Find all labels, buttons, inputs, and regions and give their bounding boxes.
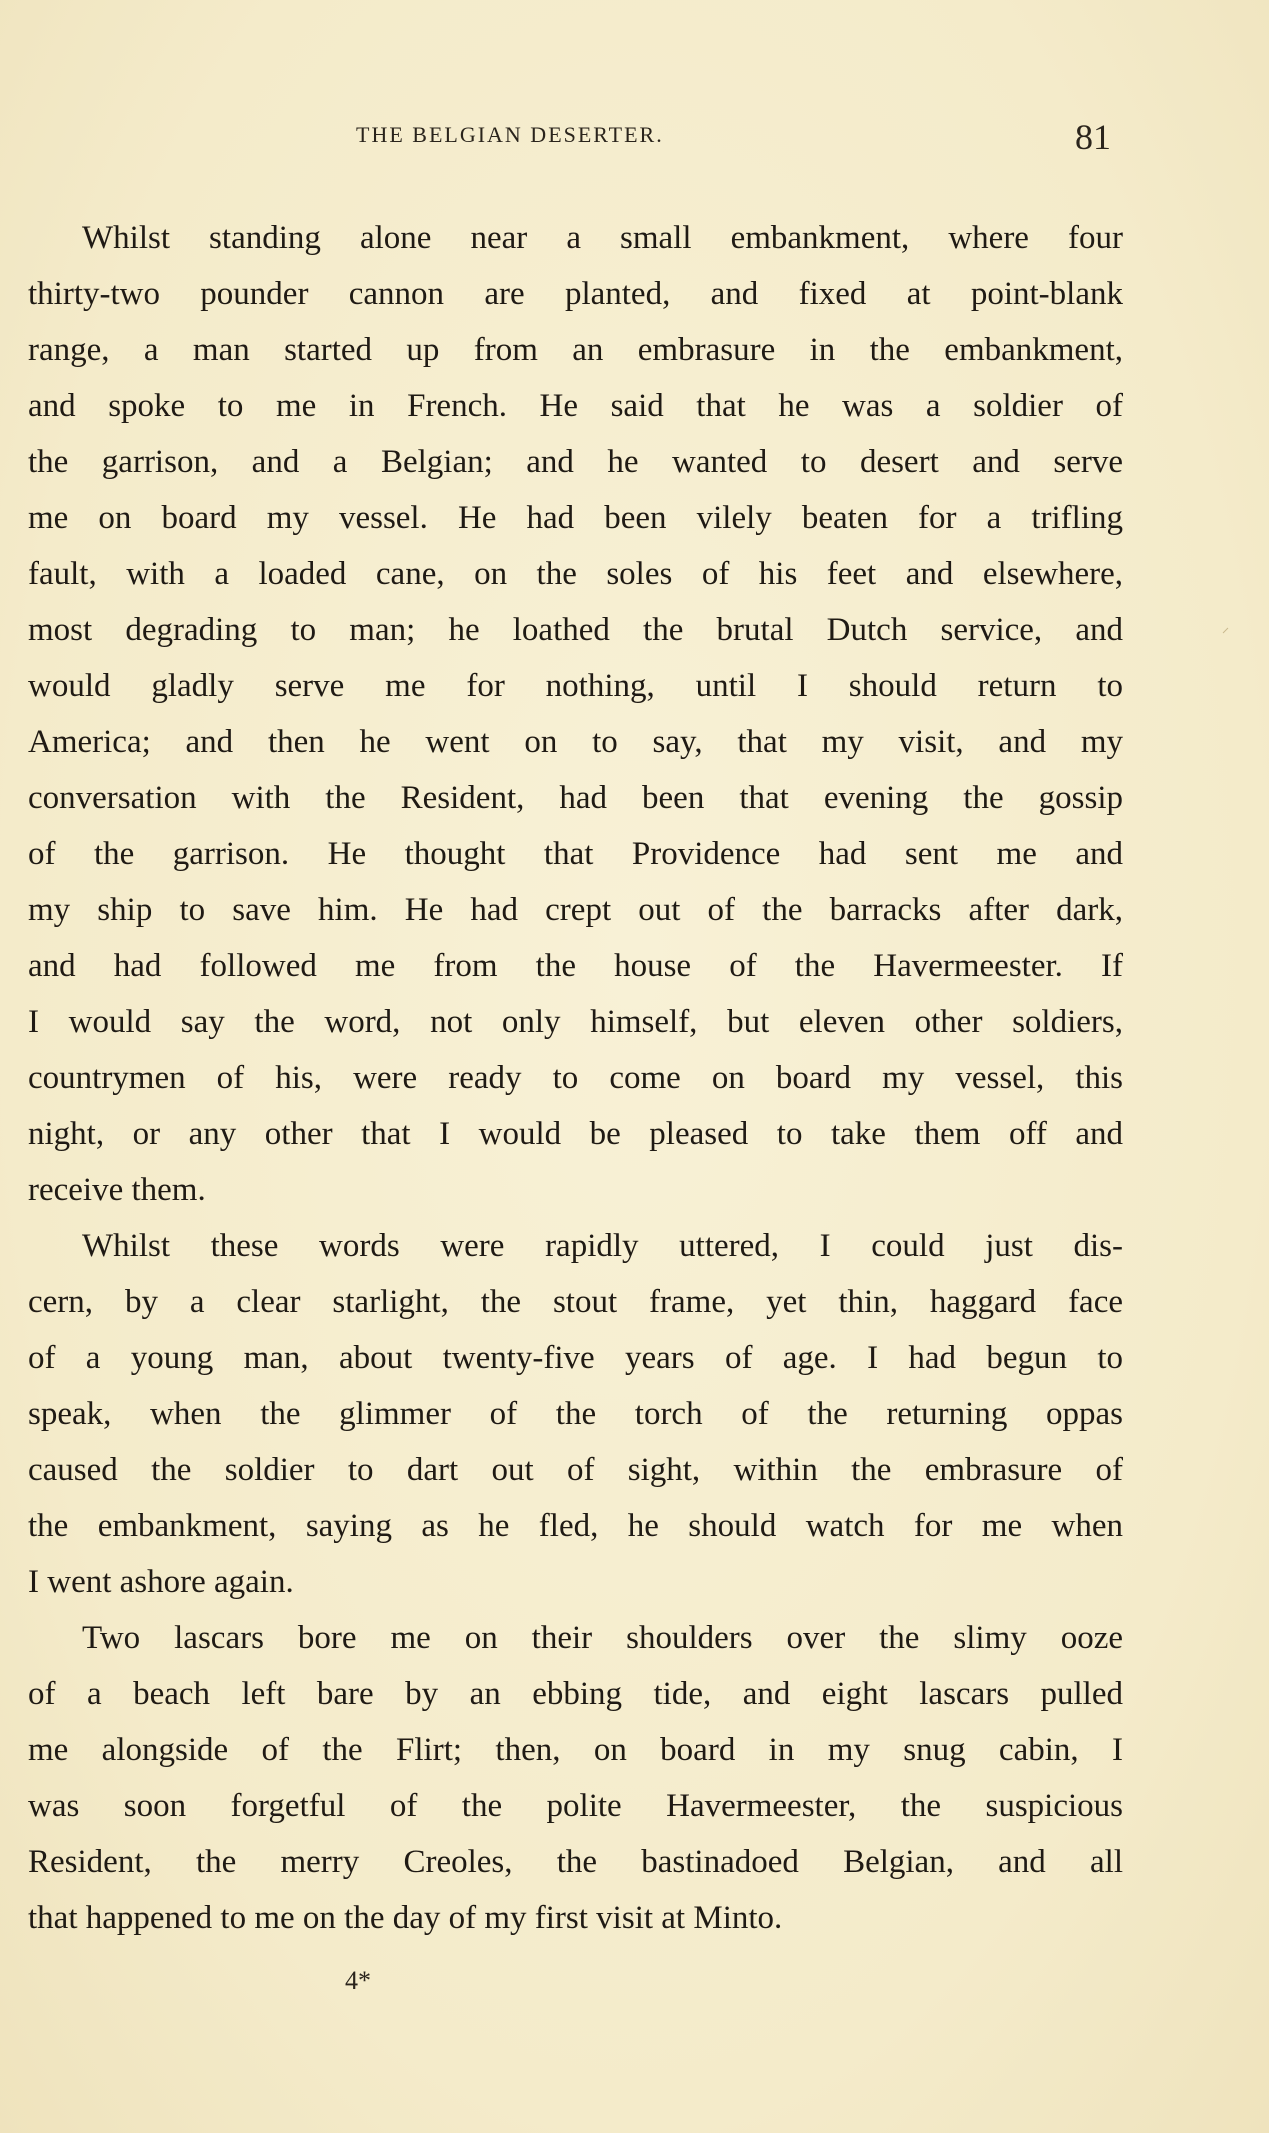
text-line: the garrison, and a Belgian; and he wanted to desert and serve <box>28 444 1123 480</box>
text-line: night, or any other that I would be pleased to take them off and <box>28 1116 1123 1152</box>
text-line: Resident, the merry Creoles, the bastinadoed Belgian, and all <box>28 1844 1123 1880</box>
text-line: countrymen of his, were ready to come on board my vessel, this <box>28 1060 1123 1096</box>
text-line: would gladly serve me for nothing, until I should return to <box>28 668 1123 704</box>
text-line: of the garrison. He thought that Providence had sent me and <box>28 836 1123 872</box>
text-line: Whilst these words were rapidly uttered, I could just dis- <box>82 1228 1123 1264</box>
text-line: of a young man, about twenty-five years of age. I had begun to <box>28 1340 1123 1376</box>
text-line: Whilst standing alone near a small embankment, where four <box>82 220 1123 256</box>
text-line: America; and then he went on to say, that my visit, and my <box>28 724 1123 760</box>
text-line: I would say the word, not only himself, but eleven other soldiers, <box>28 1004 1123 1040</box>
text-line: speak, when the glimmer of the torch of the returning oppas <box>28 1396 1123 1432</box>
signature-mark: 4* <box>345 1966 371 1995</box>
running-title: THE BELGIAN DESERTER. <box>356 122 664 147</box>
text-line: Two lascars bore me on their shoulders over the slimy ooze <box>82 1620 1123 1656</box>
text-line: caused the soldier to dart out of sight, within the embrasure of <box>28 1452 1123 1488</box>
text-line: fault, with a loaded cane, on the soles of his feet and elsewhere, <box>28 556 1123 592</box>
text-line: me on board my vessel. He had been vilely beaten for a trifling <box>28 500 1123 536</box>
text-line: me alongside of the Flirt; then, on board in my snug cabin, I <box>28 1732 1123 1768</box>
text-line: that happened to me on the day of my first visit at Minto. <box>28 1900 783 1936</box>
margin-mark <box>1223 628 1229 634</box>
body-text <box>28 210 1123 1946</box>
text-line: my ship to save him. He had crept out of the barracks after dark, <box>28 892 1123 928</box>
text-line: thirty-two pounder cannon are planted, and fixed at point-blank <box>28 276 1123 312</box>
text-line: and had followed me from the house of the Havermeester. If <box>28 948 1123 984</box>
text-line: range, a man started up from an embrasure in the embankment, <box>28 332 1123 368</box>
paragraph <box>28 1610 1123 1946</box>
paragraph <box>28 1218 1123 1610</box>
text-line: conversation with the Resident, had been that evening the gossip <box>28 780 1123 816</box>
text-line: most degrading to man; he loathed the brutal Dutch service, and <box>28 612 1123 648</box>
text-line: cern, by a clear starlight, the stout frame, yet thin, haggard face <box>28 1284 1123 1320</box>
text-line: of a beach left bare by an ebbing tide, and eight lascars pulled <box>28 1676 1123 1712</box>
text-line: was soon forgetful of the polite Havermeester, the suspicious <box>28 1788 1123 1824</box>
text-line: and spoke to me in French. He said that he was a soldier of <box>28 388 1123 424</box>
text-line: I went ashore again. <box>28 1564 294 1600</box>
paragraph <box>28 210 1123 1218</box>
page-number: 81 <box>1075 117 1111 157</box>
text-line: receive them. <box>28 1172 206 1208</box>
text-line: the embankment, saying as he fled, he should watch for me when <box>28 1508 1123 1544</box>
